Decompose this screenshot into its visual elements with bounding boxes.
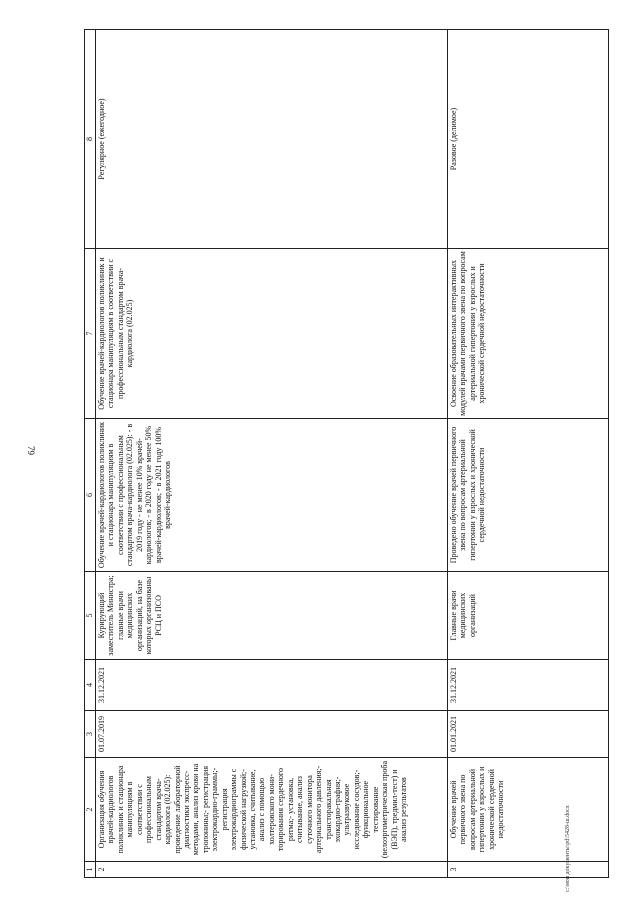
column-number: 8: [85, 30, 96, 249]
column-number: 6: [85, 419, 96, 572]
table-row: [96, 30, 448, 878]
responsible-cell: Курирующий заместитель Министра; главные врачи медицинских организаций, на базе которых организованы РСЦ и ПСО: [96, 572, 448, 660]
row-number: 3: [448, 862, 609, 878]
start-date-cell: 01.01.2021: [448, 711, 609, 758]
responsible-cell: Главные врачи медицинских организаций: [448, 572, 609, 660]
page-number: 79: [26, 446, 36, 455]
column-number: 2: [85, 758, 96, 862]
measures-table: [84, 29, 609, 878]
rotated-table-container: [84, 30, 609, 878]
column-number: 5: [85, 572, 96, 660]
start-date-cell: 01.07.2019: [96, 711, 448, 758]
frequency-cell: Регулярное (ежегодное): [96, 30, 448, 249]
activity-cell: Обучение врачей первичного звена по вопросам артериальной гипертонии у взрослых и хронической сердечной недостаточности: [448, 758, 609, 862]
column-number-row: [85, 30, 96, 878]
frequency-cell: Разовое (делимое): [448, 30, 609, 249]
table-row: [448, 30, 609, 878]
row-number: 2: [96, 862, 448, 878]
indicator-cell: Освоение образовательных интерактивных модулей врачами первичного звена по вопросам артериальной гипертонии у взрослых и хронической сердечной недостаточности: [448, 249, 609, 419]
footer-file-path: c:\мои документы\pd\5428-ш.docx: [565, 805, 571, 892]
end-date-cell: 31.12.2021: [448, 660, 609, 711]
column-number: 4: [85, 660, 96, 711]
column-number: 7: [85, 249, 96, 419]
column-number: 3: [85, 711, 96, 758]
column-number: 1: [85, 862, 96, 878]
end-date-cell: 31.12.2021: [96, 660, 448, 711]
result-cell: Проведено обучение врачей первичного звена по вопросам артериальной гипертонии у взрослых и хронической сердечной недостаточности: [448, 419, 609, 572]
result-cell: Обучение врачей-кардиологов поликлиник и стационара манипуляциям в соответствии с профессиональным стандартом врача-кардиолога (02.025): - в 2019 году - не менее 10% врачей-кардиологов; - в 2020 году не менее 50% врачей-кардиологов; - в 2021 году 100% врачей-кардиологов: [96, 419, 448, 572]
indicator-cell: Обучение врачей-кардиологов поликлиник и стационара манипуляциям в соответствии с профессиональным стандартом врача-кардиолога (02.025): [96, 249, 448, 419]
activity-cell: Организация обучения врачей-кардиологов поликлиник и стационара манипуляциям в соответствии с профессиональным стандартом врача-кардиолога (02.025): проведение лабораторной диагностики экспресс-методами, анализ крови на тропонины;- регистрация электрокардио-граммы;- регистрация электрокардиограммы с физической нагрузкой;- установка, считывание, анализ с помощью холтеровского мони-торирования сердечного ритма;- установка, считывание, анализ суточного монитора артериального давления;- трансторакальная эхокардио-графия;- ультразвуковое исследование сосудов;- функциональное тестирование (велоэргометрическая проба (ВЭП), тредмил-тест) и анализ результатов: [96, 758, 448, 862]
